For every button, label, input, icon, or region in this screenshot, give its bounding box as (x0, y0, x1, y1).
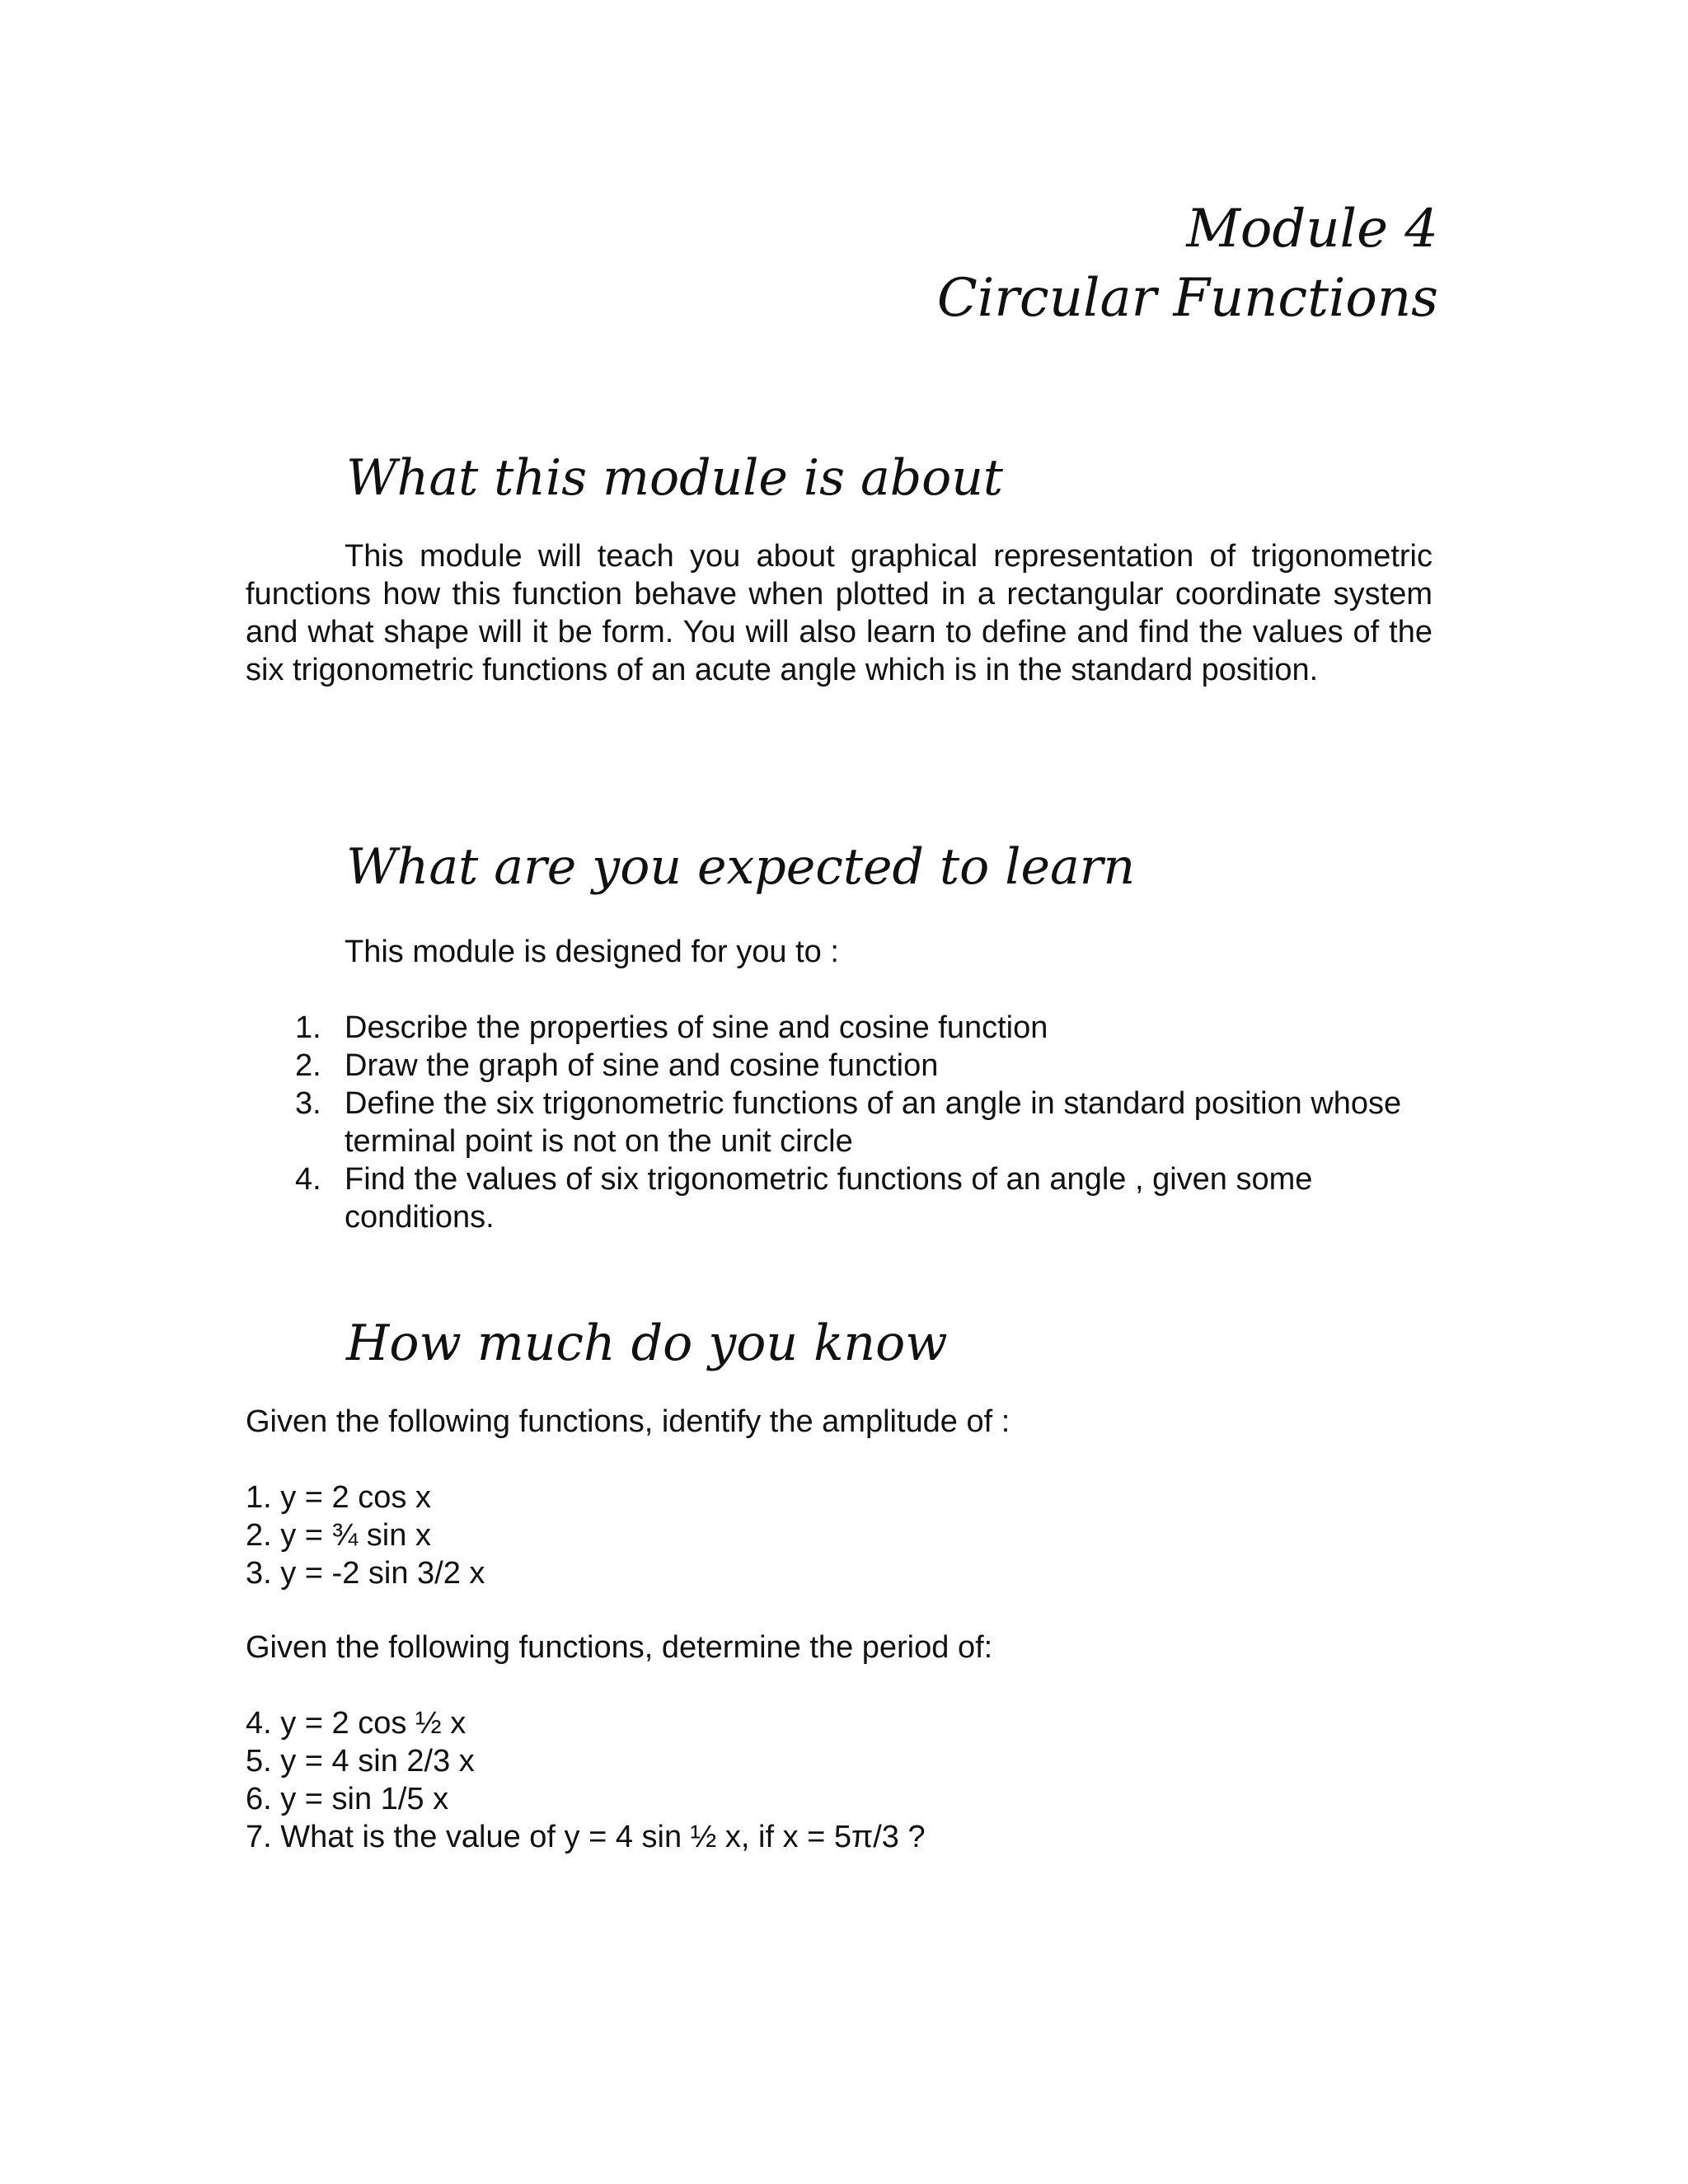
objective-item (295, 1160, 1449, 1236)
learn-intro-text: This module is designed for you to : (345, 935, 839, 969)
period-question-list (246, 1704, 926, 1856)
objective-text: Find the values of six trigonometric functions of an angle , given some conditions. (345, 1162, 1313, 1235)
question-item: 5. y = 4 sin 2/3 x (246, 1744, 475, 1779)
question-item: 2. y = ¾ sin x (246, 1518, 431, 1553)
objective-number: 1. (295, 1010, 321, 1045)
objective-item (295, 1009, 1449, 1047)
about-heading: What this module is about (346, 449, 1004, 507)
objective-text: Define the six trigonometric functions of an angle in standard position whose terminal point is not on the unit circle (345, 1086, 1402, 1159)
question-item: 1. y = 2 cos x (246, 1480, 431, 1515)
module-topic-title: Circular Functions (936, 268, 1438, 329)
module-number-title: Module 4 (1186, 199, 1438, 260)
objective-item (295, 1085, 1449, 1160)
objectives-list (295, 1009, 1449, 1236)
about-paragraph: This module will teach you about graphical representation of trigonometric functions how this function behave when plotted in a rectangular coordinate system and what shape will it be form. You will also learn to define and find the values of the six trigonometric functions of an acute angle which is in the standard position. (246, 539, 1432, 687)
learn-heading: What are you expected to learn (346, 838, 1136, 896)
question-item: 3. y = -2 sin 3/2 x (246, 1556, 485, 1591)
objective-text: Draw the graph of sine and cosine function (345, 1048, 939, 1083)
objective-number: 2. (295, 1048, 321, 1083)
know-heading: How much do you know (346, 1315, 948, 1372)
period-instructions: Given the following functions, determine the period of: (246, 1630, 993, 1665)
question-item: 4. y = 2 cos ½ x (246, 1706, 467, 1741)
objective-number: 3. (295, 1086, 321, 1121)
amplitude-question-list (246, 1479, 485, 1592)
question-item: 6. y = sin 1/5 x (246, 1782, 449, 1816)
amplitude-instructions: Given the following functions, identify the amplitude of : (246, 1404, 1010, 1439)
objective-text: Describe the properties of sine and cosine function (345, 1010, 1048, 1045)
objective-number: 4. (295, 1162, 321, 1197)
question-item: 7. What is the value of y = 4 sin ½ x, if x = 5π/3 ? (246, 1820, 926, 1854)
objective-item (295, 1047, 1449, 1085)
